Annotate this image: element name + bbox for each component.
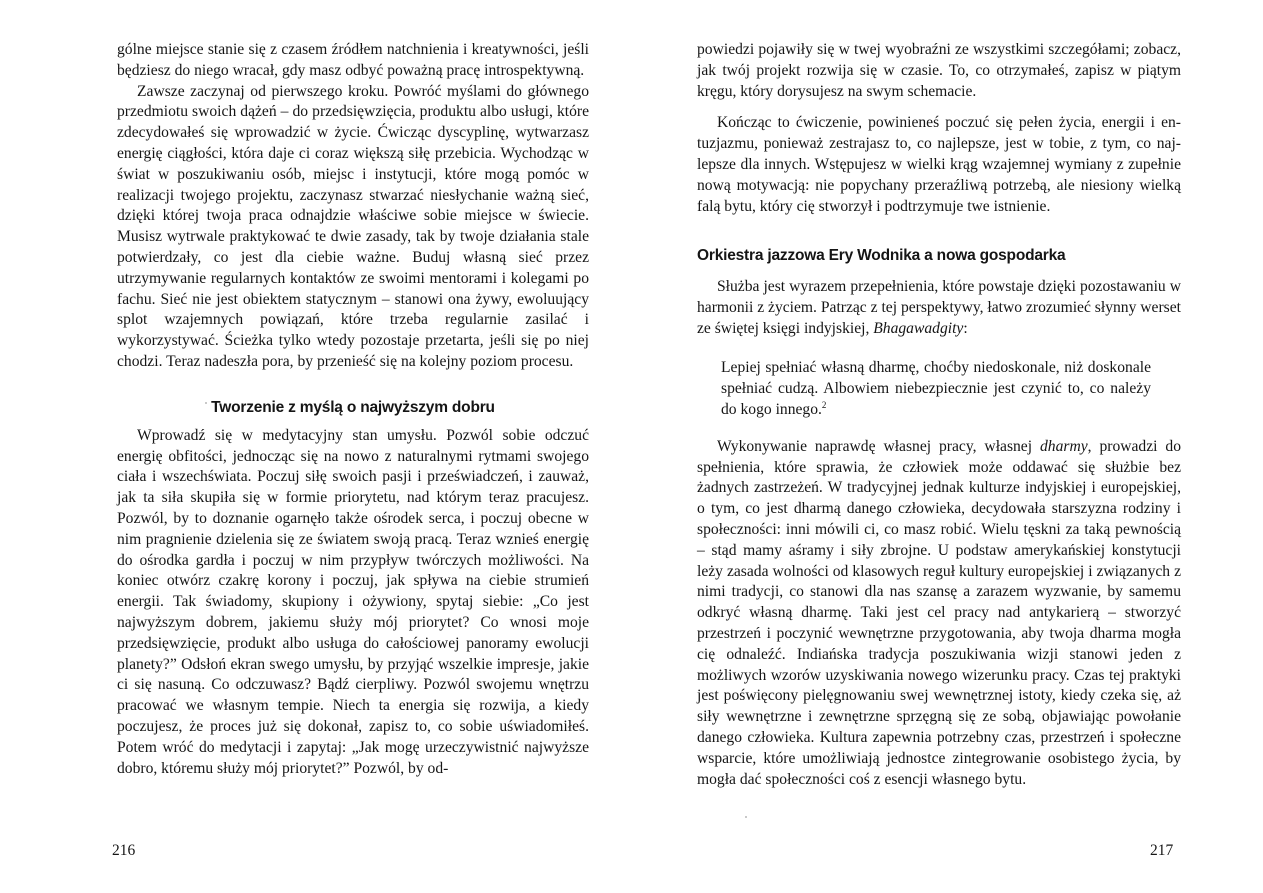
footnote-marker: 2 (821, 399, 827, 410)
italic-term: dharmy (1039, 437, 1088, 455)
paragraph-text: Służba jest wyrazem przepełnienia, które powstaje dzięki pozostawaniu w harmonii z życiem. Patrząc z tej perspektywy, łatwo zrozumieć słynny werset ze świętej księgi indyjskiej, (697, 278, 1181, 337)
paragraph: Zawsze zaczynaj od pierwszego kroku. Powróć myślami do głównego przedmiotu swoich dążeń – do przedsięwzięcia, produktu albo usługi, które zdecydowałeś się wprowadzić w życie. Ćwicząc dyscyplinę, wytwarzasz energię ciągłości, która daje ci coraz większą siłę przebicia. Wychodząc w świat w poszukiwaniu osób, miejsc i instytucji, które mogą pomóc w realizacji twojego projektu, zaczynasz stwarzać niesłychanie ważną sieć, dzięki której twoja praca odnajdzie właściwe sobie miejsce w świecie. Musisz wytrwale praktykować te dwie zasady, tak by twoje działania stale potwierdzały, co jest dla ciebie ważne. Buduj własną sieć przez utrzymywanie regularnych kontaktów ze swoimi mentorami i kolegami po fachu. Sieć nie jest obiektem statycznym – stanowi ona żywy, ewoluujący splot wzajemnych powiązań, które trzeba regularnie zasilać i wykorzystywać. Ścieżka tylko wtedy pozostaje przetarta, jeśli się po niej chodzi. Teraz nadeszła pora, by przenieść się na kolejny poziom procesu. (117, 82, 589, 370)
paragraph: gólne miejsce stanie się z czasem źródłem natchnienia i kreatywności, jeśli będziesz do niego wracał, gdy masz odbyć poważną pracę introspektywną. (117, 41, 589, 79)
paragraph-text: Wykonywanie naprawdę własnej pracy, własnej (717, 437, 1040, 455)
scan-speck (745, 816, 747, 818)
block-quote (721, 357, 1151, 420)
paragraph-text: : (963, 319, 968, 337)
page-number: 216 (112, 842, 136, 859)
left-page (117, 40, 589, 779)
paragraph: Kończąc to ćwiczenie, powinieneś poczuć się pełen życia, energii i entuzjazmu, ponieważ zestrajasz to, co najlepsze, jest w tobie, z tym, co najlepsze dla innych. Wstępujesz w wielki krąg wzajemnej wymiany z zupełnie nową motywacją: nie popychany przeraźliwą potrzebą, ale niesiony wielką falą bytu, który cię stworzył i podtrzymuje twe istnienie. (697, 114, 1181, 215)
scan-speck (205, 402, 207, 404)
book-title: Bhagawadgity (873, 319, 964, 337)
quote-text: Lepiej spełniać własną dharmę, choćby niedoskonale, niż doskonale spełniać cudzą. Albowiem niebezpiecznie jest czynić to, co należy do kogo innego. (721, 358, 1151, 418)
section-heading: Tworzenie z myślą o najwyższym dobru (211, 398, 495, 416)
paragraph (697, 437, 1181, 791)
paragraph (697, 277, 1181, 339)
right-page (697, 40, 1181, 790)
paragraph-text: , prowadzi do spełnienia, które sprawia, że człowiek może oddawać się służbie bez żadnych zastrzeżeń. W tradycyjnej jednak kulturze indyjskiej i europejskiej, o tym, co jest dharmą danego człowieka, decydowała starszyzna rodziny i społeczności: inni mówili ci, co masz robić. Wielu tęskni za taką pewnością – stąd mamy aśramy i siły zbrojne. U podstaw amerykańskiej konstytucji leży zasada wolności od klasowych reguł kultury europejskiej i związanych z nimi tradycji, co stanowi dla nas szansę a zarazem wyzwanie, by samemu odkryć własną dharmę. Taki jest cel pracy nad antykarierą – stworzyć przestrzeń i poczynić wewnętrzne przygotowania, aby twoja dharma mogła cię odnaleźć. Indiańska tradycja poszukiwania wizji stanowi jeden z możliwych wzorów uzyskiwania nowego wizerunku pracy. Czas tej praktyki jest poświęcony pielęgnowaniu swej wewnętrznej istoty, kiedy czeka się, aż siły wewnętrzne i zewnętrzne sprzęgną się ze sobą, objawiając powołanie danego człowieka. Kultura zapewnia potrzebny czas, przestrzeń i społeczne wsparcie, które umożliwiają jednostce zintegrowanie osobistego życia, by mogła dać społeczności coś z esencji własnego bytu. (697, 437, 1181, 788)
page-number: 217 (1150, 842, 1174, 859)
paragraph: Wprowadź się w medytacyjny stan umysłu. Pozwól sobie odczuć energię obfitości, jednocząc się na nowo z naturalnymi rytmami swojego ciała i wszechświata. Poczuj siłę swoich pasji i przeświadczeń, i zauważ, jak ta siła skupiła się w formie priorytetu, nad którym teraz pracujesz. Pozwól, by to doznanie ogarnęło także ośrodek serca, i poczuj obecne w nim pragnienie dzielenia się ze światem swoją pracą. Teraz wznieś energię do ośrodka gardła i poczuj w nim przypływ twórczych możliwości. Na koniec otwórz czakrę korony i poczuj, jak spływa na ciebie strumień energii. Tak świadomy, skupiony i ożywiony, spytaj siebie: „Co jest najwyższym dobrem, jakiemu służy mój priorytet? Co wnosi moje przedsięwzięcie, produkt albo usługa do całościowej panoramy ewolucji planety?” Odsłoń ekran swego umysłu, by przyjąć wszelkie impresje, jakie ci się nasuną. Co odczuwasz? Bądź cierpliwy. Pozwól swojemu wnętrzu pracować we własnym tempie. Niech ta energia się rozwija, a kiedy poczujesz, że proces już się dokonał, zapisz to, co sobie uświadomiłeś. Potem wróć do medytacji i zapytaj: „Jak mogę urzeczywistnić najwyższe dobro, któremu służy mój priorytet?” Pozwól, by od- (117, 426, 589, 777)
section-heading: Orkiestra jazzowa Ery Wodnika a nowa gospodarka (697, 247, 1066, 265)
paragraph: powiedzi pojawiły się w twej wyobraźni ze wszystkimi szczegółami; zobacz, jak twój projekt rozwija się w czasie. To, co otrzymałeś, zapisz w piątym kręgu, który dorysujesz na swym schemacie. (697, 41, 1181, 100)
